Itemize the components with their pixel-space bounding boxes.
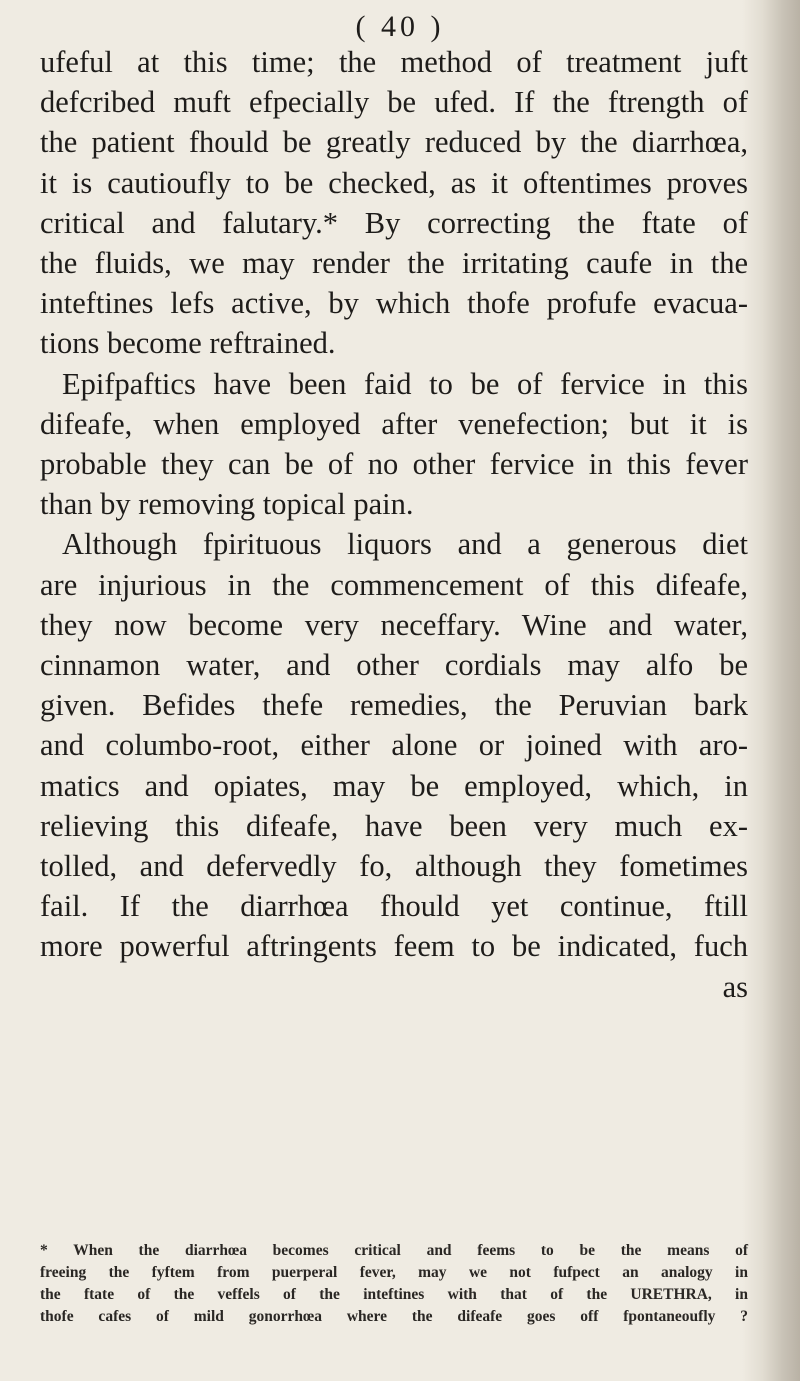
text-line: are injurious in the commencement of this difeafe, bbox=[40, 567, 748, 602]
text-line: fail. If the diarrhœa fhould yet continue, ftill bbox=[40, 889, 748, 924]
text-line: tolled, and defervedly fo, although they fometimes bbox=[40, 849, 748, 884]
text-line: the fluids, we may render the irritating caufe in the bbox=[40, 246, 748, 281]
text-line: given. Befides thefe remedies, the Peruvian bark bbox=[40, 688, 748, 723]
text-line: than by removing topical pain. bbox=[40, 487, 414, 522]
text-line: relieving this difeafe, have been very much ex- bbox=[40, 808, 748, 843]
text-line: inteftines lefs active, by which thofe profufe evacua- bbox=[40, 286, 748, 321]
text-line: probable they can be of no other fervice in this fever bbox=[40, 447, 748, 482]
text-line: the patient fhould be greatly reduced by the diarrhœa, bbox=[40, 125, 748, 160]
footnote-line: freeing the fyftem from puerperal fever, may we not fufpect an analogy in bbox=[40, 1264, 748, 1281]
text-line: Epifpaftics have been faid to be of fervice in this bbox=[62, 366, 748, 401]
text-line: they now become very neceffary. Wine and water, bbox=[40, 607, 748, 642]
catchword: as bbox=[722, 969, 748, 1004]
footnote bbox=[40, 1240, 748, 1328]
text-line: more powerful aftringents feem to be indicated, fuch bbox=[40, 929, 748, 964]
text-line: matics and opiates, may be employed, which, in bbox=[40, 768, 748, 803]
text-line: tions become reftrained. bbox=[40, 326, 336, 361]
text-line: ufeful at this time; the method of treatment juft bbox=[40, 45, 748, 79]
footnote-line: the ftate of the veffels of the inteftines with that of the URETHRA, in bbox=[40, 1286, 748, 1303]
footnote-line: * When the diarrhœa becomes critical and feems to be the means of bbox=[40, 1242, 748, 1259]
text-line: Although fpirituous liquors and a generous diet bbox=[62, 527, 748, 562]
text-line: difeafe, when employed after venefection; but it is bbox=[40, 406, 748, 441]
text-line: defcribed muft efpecially be ufed. If the ftrength of bbox=[40, 85, 748, 120]
text-line: and columbo-root, either alone or joined with aro- bbox=[40, 728, 748, 763]
text-line: it is cautioufly to be checked, as it oftentimes proves bbox=[40, 165, 748, 200]
body-text bbox=[40, 42, 748, 1007]
text-line: cinnamon water, and other cordials may alfo be bbox=[40, 648, 748, 683]
page-number: ( 40 ) bbox=[355, 10, 445, 43]
text-line: critical and falutary.* By correcting the ftate of bbox=[40, 205, 748, 240]
footnote-line: thofe cafes of mild gonorrhœa where the difeafe goes off fpontaneoufly ? bbox=[40, 1308, 748, 1325]
